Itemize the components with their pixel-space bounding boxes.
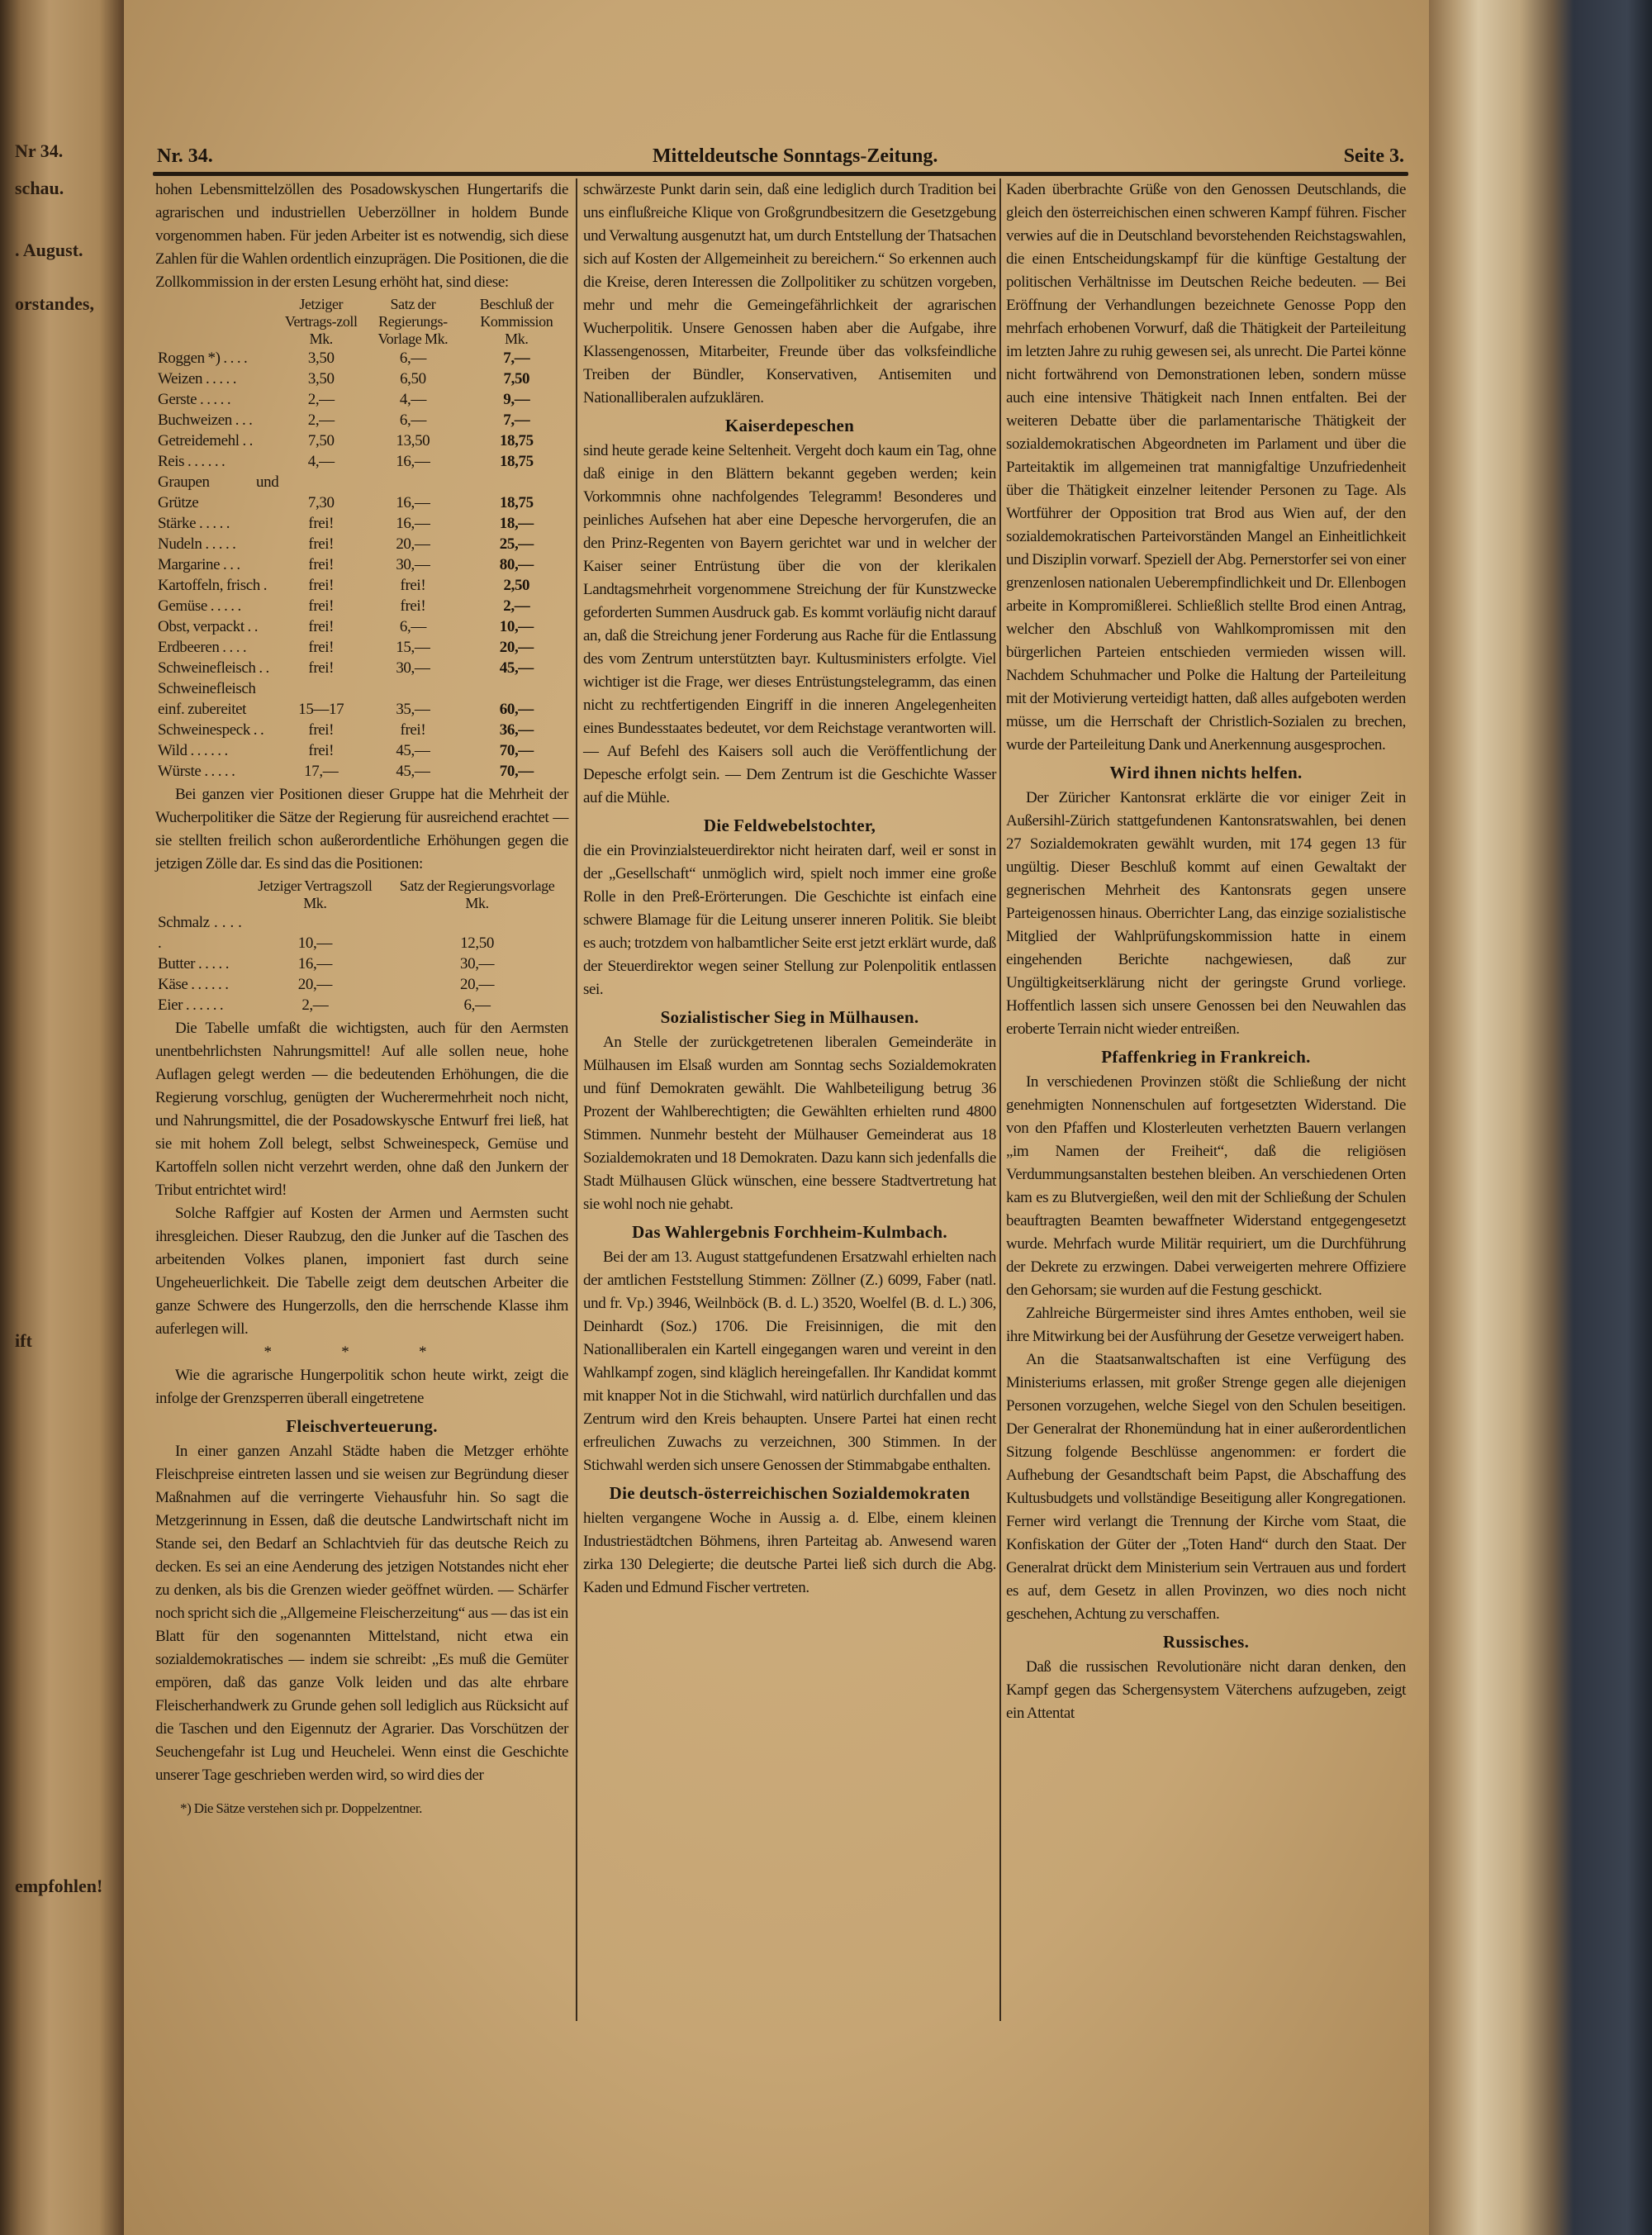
table-row — [155, 369, 568, 389]
table-row — [155, 953, 568, 974]
table-row — [155, 389, 568, 410]
paragraph: Zahlreiche Bürgermeister sind ihres Amtes enthoben, weil sie ihre Mitwirkung bei der Ausführung der Gesetze verweigert haben. — [1006, 1305, 1406, 1345]
page-number: Seite 3. — [1343, 145, 1404, 167]
section-heading: Fleischverteuerung. — [286, 1416, 438, 1436]
paragraph: schwärzeste Punkt darin sein, daß eine lediglich durch Tradition bei uns einflußreiche Klique von Großgrundbesitzern die Gesetzgebung und Verwaltung ausgenutzt hat, um durch Entstellung der Thatsachen sich auf Kosten der Allgemeinheit zu bereichern.“ So erkennen auch die Kreise, deren Interessen die Zollpolitiker zu schützen vorgeben, mehr und mehr die Gemeingefährlichkeit der agrarischen Wucherpolitik. Unsere Genossen haben aber die Aufgabe, ihre Klassengenossen, Mitarbeiter, Freunde über das volksfeindliche Treiben der Bündler, Konservativen, Antisemiten und Nationalliberalen aufzuklären. — [583, 181, 996, 407]
column-2 — [583, 178, 996, 1600]
section-heading: Russisches. — [1162, 1632, 1250, 1652]
item-name: Nudeln . . . . . — [158, 535, 236, 553]
section-heading: Die deutsch-österreichischen Sozialdemokraten — [609, 1483, 971, 1503]
table-row — [155, 740, 568, 761]
table-row — [155, 912, 568, 953]
column-1 — [155, 178, 568, 1820]
section-heading: Sozialistischer Sieg in Mülhausen. — [660, 1007, 919, 1027]
paragraph: Bei ganzen vier Positionen dieser Gruppe hat die Mehrheit der Wucherpolitiker die Sätze der Regierung für ausreichend erachtet — sie stellten freilich schon außerordentliche Erhöhungen gegen die jetzigen Zölle dar. Es sind das die Positionen: — [155, 786, 568, 873]
tariff-value: 80,— — [499, 556, 534, 573]
paragraph: hohen Lebensmittelzöllen des Posadowskyschen Hungertarifs die agrarischen und industriellen Ueberzöllner in holdem Bunde vorgenommen haben. Für jeden Arbeiter ist es notwendig, sich diese Zahlen für die Wahlen ordentlich einzuprägen. Die Positionen, die die Zollkommission in der ersten Lesung erhöht hat, sind diese: — [155, 181, 568, 291]
fragment-text: empfohlen! — [15, 1876, 103, 1896]
item-name: Gerste . . . . . — [158, 391, 231, 408]
tariff-value: frei! — [308, 721, 335, 739]
item-name: Margarine . . . — [158, 556, 240, 573]
table-row — [155, 513, 568, 534]
tariff-value: 9,— — [503, 391, 530, 408]
fragment-text: ift — [15, 1330, 32, 1351]
item-name: Gemüse . . . . . — [158, 597, 241, 615]
item-name: Kartoffeln, frisch . — [158, 577, 268, 594]
tariff-value: 6,50 — [400, 370, 426, 388]
tariff-value: 16,— — [396, 515, 430, 532]
tariff-value: 3,50 — [307, 370, 335, 388]
item-name: Graupen und Grütze — [158, 473, 279, 511]
tariff-value: 7,50 — [503, 370, 530, 388]
item-name: Roggen *) . . . . — [158, 350, 248, 367]
item-name: Stärke . . . . . — [158, 515, 230, 532]
tariff-value: 30,— — [460, 955, 495, 972]
paragraph: Bei der am 13. August stattgefundenen Ersatzwahl erhielten nach der amtlichen Feststellung Stimmen: Zöllner (Z.) 6099, Faber (natl. und fr. Vp.) 3946, Weilnböck (B. d. L.) 3520, Woelfel (B. d. L.) 306, Deinhardt (Soz.) 1706. Die Freisinnigen, die mit den Nationalliberalen ein Kartell eingegangen waren und vereint in den Wahlkampf zogen, sind kläglich hereingefallen. Ihr Kandidat kommt mit knapper Not in die Stichwahl, wird natürlich durchfallen und das Zentrum wird den Kreis behaupten. Unsere Partei hat einen recht erfreulichen Zuwachs zu verzeichnen, 300 Stimmen. In der Stichwahl werden sich unsere Genossen der Stimmabgabe enthalten. — [583, 1248, 996, 1474]
column-header: Beschluß der Kommission Mk. — [479, 296, 553, 347]
tariff-value: 7,— — [503, 350, 530, 367]
item-name: Würste . . . . . — [158, 763, 235, 780]
tariff-value: 13,50 — [396, 432, 430, 449]
table-row — [155, 472, 568, 513]
tariff-value: 20,— — [460, 976, 495, 993]
paragraph: Solche Raffgier auf Kosten der Armen und Aermsten sucht ihresgleichen. Dieser Raubzug, den die Junker auf die Taschen des arbeitenden Volkes planen, imponiert fast durch seine Ungeheuerlichkeit. Die Tabelle zeigt dem deutschen Arbeiter die ganze Schwere des Hungerzolls, den die herrschende Klasse ihm auferlegen will. — [155, 1205, 568, 1338]
tariff-value: 17,— — [304, 763, 339, 780]
tariff-value: 70,— — [499, 742, 534, 759]
column-header: Satz der Regierungsvorlage Mk. — [399, 877, 555, 911]
item-name: Butter . . . . . — [158, 955, 230, 972]
paragraph: Die Tabelle umfaßt die wichtigsten, auch für den Aermsten unentbehrlichsten Nahrungsmittel! Auf alle sollen neue, hohe Auflagen gelegt werden — die bedeutenden Erhöhungen, die die Regierung vorschlug, genügten der Wucherermehrheit noch nicht, und Nahrungsmittel, die der Posadowskysche Entwurf frei ließ, hat sie mit hohem Zoll belegt, selbst Schweinespeck, Gemüse und Kartoffeln sollen nicht verzehrt werden, ohne daß den Junkern der Tribut entrichtet wird! — [155, 1020, 568, 1199]
table-row — [155, 995, 568, 1015]
paragraph: An Stelle der zurückgetretenen liberalen Gemeinderäte in Mülhausen im Elsaß wurden am Sonntag sechs Sozialdemokraten und fünf Demokraten gewählt. Die Wahlbeteiligung betrug 36 Prozent der Wahlberechtigten; die Gewählten erhielten rund 4800 Stimmen. Nunmehr besteht der Mülhauser Gemeinderat aus 18 Sozialdemokraten und 18 Demokraten. Dazu kann sich jedenfalls die Stadt Mülhausen Glück wünschen, eine bessere Stadtvertretung hat sie wohl noch nie gehabt. — [583, 1034, 996, 1213]
tariff-value: 2,— — [301, 996, 329, 1014]
tariff-table — [155, 296, 568, 782]
footnote: *) Die Sätze verstehen sich pr. Doppelzentner. — [180, 1800, 422, 1816]
adjacent-page-fragment — [0, 0, 124, 2235]
book-edge — [1429, 0, 1652, 2235]
newspaper-title: Mitteldeutsche Sonntags-Zeitung. — [653, 145, 938, 167]
column-header — [155, 296, 281, 348]
issue-number: Nr. 34. — [157, 145, 213, 167]
tariff-value: 25,— — [499, 535, 534, 553]
tariff-value: 45,— — [396, 742, 430, 759]
table-row — [155, 596, 568, 616]
tariff-value: frei! — [308, 535, 335, 553]
paragraph: Kaden überbrachte Grüße von den Genossen Deutschlands, die gleich den österreichischen einen schweren Kampf führen. Fischer verwies auf die in Deutschland bevorstehenden Reichstagswahlen, die einen Entscheidungskampf für die künftige Gestaltung der politischen Verhältnisse im Deutschen Reiche bedeuten. — Bei Eröffnung der Verhandlungen bezeichnete Genosse Popp den mehrfach erhobenen Vorwurf, daß die Thätigkeit der Parteileitung im letzten Jahre zu ruhig gewesen sei, als unrecht. Die Partei könne nicht fortwährend von Demonstrationen leben, sondern müsse auch eine intensive Thätigkeit nach Innen entfalten. Bei der weiteren Debatte über die parlamentarische Thätigkeit der sozialdemokratischen Abgeordneten im Parlament und über die Parteitaktik im allgemeinen trat mannigfaltige Unzufriedenheit über die Thätigkeit einzelner leitender Personen zu Tage. Als Wortführer der Opposition trat Brod aus Wien auf, der den sozialdemokratischen Parteivorständen Mangel an Einheitlichkeit und Disziplin vorwarf. Speziell der Abg. Pernerstorfer sei von einer grenzenlosen nationalen Ueberempfindlichkeit und Dr. Ellenbogen arbeite in Kompromißlerei. Schließlich stellte Brod einen Antrag, welcher den Abschluß von Wahlkompromissen mit den bürgerlichen Parteien entschieden vermieden wissen will. Nachdem Schuhmacher und Polke die Haltung der Parteileitung mit der Motivierung verteidigt hatten, daß alles aufgeboten werden müsse, um die Herrschaft der Christlich-Sozialen zu brechen, wurde der Parteileitung Dank und Anerkennung ausgesprochen. — [1006, 181, 1406, 754]
tariff-value: frei! — [400, 597, 426, 615]
item-name: Obst, verpackt . . — [158, 618, 259, 635]
section-heading: Die Feldwebelstochter, — [703, 816, 876, 835]
paragraph: Der Züricher Kantonsrat erklärte die vor einiger Zeit in Außersihl-Zürich stattgefundenen Kantonsratswahlen, bei denen 27 Sozialdemokraten gewählt wurden, mit 174 gegen 13 für ungültig. Dieser Beschluß kommt auf einen Gewaltakt der gegnerischen Mehrheit des Kantonsrats gegen unsere Parteigenossen hinaus. Oberrichter Lang, das einzige sozialistische Mitglied der Wahlprüfungskommission hatte in einem eingehenden Berichte nachgewiesen, daß zur Ungültigkeitserklärung nicht der geringste Grund vorliege. Hoffentlich lassen sich unsere Genossen bei den Neuwahlen das eroberte Terrain nicht wieder entreißen. — [1006, 789, 1406, 1038]
paragraph: In verschiedenen Provinzen stößt die Schließung der nicht genehmigten Nonnenschulen auf fortgesetzten Widerstand. Die von den Pfaffen und Klosterleuten verhetzten Bauern verlangen „im Namen der Freiheit“, daß die religiösen Verdummungsanstalten bestehen bleiben. An verschiedenen Orten kam es zu Blutvergießen, weil den mit der Schließung der Schulen beauftragten Beamten bewaffneter Widerstand entgegengesetzt wurde. Mehrfach wurde Militär requiriert, um die Durchführung der Dekrete zu erzwingen. Dabei verweigerten mehrere Offiziere den Gehorsam; sie wurden auf die Festung geschickt. — [1006, 1073, 1406, 1299]
section-separator: * * * — [263, 1343, 460, 1361]
column-divider — [999, 178, 1001, 2021]
header-rule — [153, 172, 1408, 176]
fragment-text: schau. — [15, 178, 64, 198]
tariff-value: frei! — [308, 515, 335, 532]
tariff-table — [155, 877, 568, 1015]
tariff-value: 45,— — [499, 659, 534, 677]
tariff-value: 30,— — [396, 659, 430, 677]
table-row — [155, 678, 568, 720]
item-name: Schmalz . . . . . — [158, 914, 242, 952]
table-row — [155, 410, 568, 430]
tariff-value: 6,— — [399, 350, 426, 367]
table-row — [155, 554, 568, 575]
tariff-value: frei! — [308, 556, 335, 573]
tariff-value: 2,50 — [503, 577, 530, 594]
tariff-value: 2,— — [307, 391, 335, 408]
fragment-text: Nr 34. — [15, 140, 64, 161]
column-header: Satz der Regierungs-Vorlage Mk. — [377, 296, 449, 347]
item-name: Getreidemehl . . — [158, 432, 253, 449]
tariff-value: 2,— — [307, 411, 335, 429]
paragraph: In einer ganzen Anzahl Städte haben die Metzger erhöhte Fleischpreise eintreten lassen und sie weisen zur Begründung dieser Maßnahmen auf die verringerte Viehausfuhr hin. So sagt die Metzgerinnung in Essen, daß die deutsche Landwirtschaft nicht im Stande sei, den Bedarf an Schlachtvieh für das deutsche Reich zu decken. Es sei an eine Aenderung des jetzigen Notstandes nicht eher zu denken, als bis die Grenzen wieder geöffnet würden. — Schärfer noch spricht sich die „Allgemeine Fleischerzeitung“ aus — das ist ein Blatt für den sogenannten Mittelstand, nicht etwa ein sozialdemokratisches — indem sie schreibt: „Es muß die Gemüter empören, daß das ganze Volk leiden und das alte ehrbare Fleischerhandwerk zu Grunde gehen soll lediglich aus Rücksicht auf die Taschen und den Eigennutz der Agrarier. Das Vorschützen der Seuchengefahr ist Lug und Heuchelei. Wenn einst die Geschichte unserer Tage geschrieben werden wird, so wird dies der — [155, 1443, 568, 1784]
section-heading: Das Wahlergebnis Forchheim-Kulmbach. — [632, 1222, 947, 1242]
table-row — [155, 575, 568, 596]
tariff-value: 30,— — [396, 556, 430, 573]
section-heading: Pfaffenkrieg in Frankreich. — [1101, 1047, 1311, 1067]
tariff-value: frei! — [308, 639, 335, 656]
item-name: Weizen . . . . . — [158, 370, 237, 388]
tariff-value: 18,75 — [499, 453, 534, 470]
item-name: Erdbeeren . . . . — [158, 639, 247, 656]
item-name: Wild . . . . . . — [158, 742, 228, 759]
tariff-value: frei! — [308, 618, 335, 635]
paragraph: die ein Provinzialsteuerdirektor nicht heiraten darf, weil er sonst in der „Gesellschaft“ unmöglich wird, spielt noch immer eine große Rolle in den Preß-Erörterungen. Die Geschichte ist einfach eine schwere Blamage für die Leitung unserer inneren Politik. Sie bleibt es auch; trotzdem von halbamtlicher Seite erst jetzt erklärt wurde, daß der Steuerdirektor wegen seiner Stellung zur Polenpolitik entlassen sei. — [583, 842, 996, 998]
table-row — [155, 348, 568, 369]
tariff-value: frei! — [308, 742, 335, 759]
tariff-value: 10,— — [297, 934, 332, 952]
table-row — [155, 430, 568, 451]
column-header — [155, 877, 244, 912]
table-row — [155, 637, 568, 658]
column-divider — [576, 178, 577, 2021]
tariff-value: 6,— — [399, 618, 426, 635]
tariff-value: 2,— — [503, 597, 530, 615]
item-name: Käse . . . . . . — [158, 976, 229, 993]
tariff-value: 20,— — [297, 976, 332, 993]
tariff-value: 6,— — [399, 411, 426, 429]
page-header — [157, 145, 1404, 170]
tariff-value: frei! — [400, 577, 426, 594]
tariff-value: 4,— — [307, 453, 335, 470]
tariff-value: 45,— — [396, 763, 430, 780]
item-name: Eier . . . . . . — [158, 996, 224, 1014]
tariff-value: 7,— — [503, 411, 530, 429]
tariff-value: frei! — [400, 721, 426, 739]
paragraph: sind heute gerade keine Seltenheit. Vergeht doch kaum ein Tag, ohne daß einige in den Blättern bekannt gegeben werden; kein Vorkommnis ohne nachfolgendes Telegramm! Besonderes und peinliches Aufsehen hat aber eine Depesche hervorgerufen, die an den Prinz-Regenten von Bayern gerichtet war und in welcher der Kaiser seiner Entrüstung über die von der klerikalen Landtagsmehrheit vorgenommene Streichung der für Kunstzwecke geforderten Summen Ausdruck gab. Es kommt vorläufig nicht darauf an, daß die Streichung jener Forderung aus Rache für die Entlassung des vom Zentrum unterstützten bayr. Kultusministers erfolgte. Viel wichtiger ist die Frage, wer dieses Entrüstungstelegramm, das einen nicht zu rechtfertigenden Eingriff in die inneren Angelegenheiten eines Bundesstaates bedeutet, vor dem Reichstage verantworten will. — Auf Befehl des Kaisers soll auch die Veröffentlichung der Depesche erfolgt sein. — Dem Zentrum ist die Geschichte Wasser auf die Mühle. — [583, 442, 996, 806]
tariff-value: 70,— — [499, 763, 534, 780]
tariff-value: 16,— — [297, 955, 332, 972]
table-row — [155, 616, 568, 637]
tariff-value: 6,— — [463, 996, 491, 1014]
paragraph: An die Staatsanwaltschaften ist eine Verfügung des Ministeriums erlassen, mit großer Strenge gegen alle diejenigen Personen vorzugehen, welche Siegel von den Schulen beseitigen. Der Generalrat der Rhonemündung hat in einer außerordentlichen Sitzung folgende Beschlüsse angenommen: er fordert die Aufhebung der Gesandtschaft beim Papst, die Abschaffung des Kultusbudgets und vollständige Beseitigung aller Kongregationen. Ferner wird verlangt die Trennung der Kirche vom Staat, die Konfiskation der Güter der „Toten Hand“ durch den Staat. Der Generalrat drückt dem Ministerium sein Vertrauen aus und fordert es auf, dem Gesetz in allen Provinzen, wo dies noch nicht geschehen, Achtung zu verschaffen. — [1006, 1351, 1406, 1623]
tariff-value: 35,— — [396, 701, 430, 718]
table-row — [155, 974, 568, 995]
tariff-value: 16,— — [396, 453, 430, 470]
table-row — [155, 451, 568, 472]
column-header: Jetziger Vertrags-zoll Mk. — [284, 296, 358, 347]
paragraph: Daß die russischen Revolutionäre nicht daran denken, den Kampf gegen das Schergensystem Väterchens aufzugeben, zeigt ein Attentat — [1006, 1658, 1406, 1722]
tariff-value: 12,50 — [460, 934, 494, 952]
tariff-value: 18,75 — [499, 494, 534, 511]
tariff-value: 7,30 — [307, 494, 335, 511]
tariff-value: 4,— — [399, 391, 426, 408]
table-row — [155, 534, 568, 554]
fragment-text: orstandes, — [15, 293, 94, 314]
column-3 — [1006, 178, 1406, 1725]
tariff-value: 60,— — [499, 701, 534, 718]
item-name: Buchweizen . . . — [158, 411, 253, 429]
tariff-value: 15—17 — [298, 701, 344, 718]
item-name: Schweinefleisch . . — [158, 659, 269, 677]
table-row — [155, 761, 568, 782]
tariff-value: 10,— — [499, 618, 534, 635]
paragraph: Wie die agrarische Hungerpolitik schon heute wirkt, zeigt die infolge der Grenzsperren überall eingetretene — [155, 1367, 568, 1407]
tariff-value: frei! — [308, 659, 335, 677]
tariff-value: 36,— — [499, 721, 534, 739]
item-name: Schweinespeck . . — [158, 721, 264, 739]
section-heading: Wird ihnen nichts helfen. — [1109, 763, 1303, 782]
item-name: Schweinefleisch einf. zubereitet — [158, 680, 256, 718]
tariff-value: 15,— — [396, 639, 430, 656]
column-header: Jetziger Vertragszoll Mk. — [258, 877, 373, 911]
tariff-value: 7,50 — [307, 432, 335, 449]
tariff-value: 3,50 — [307, 350, 335, 367]
tariff-value: 18,— — [499, 515, 534, 532]
tariff-value: 18,75 — [499, 432, 534, 449]
fragment-text: . August. — [15, 240, 83, 260]
table-row — [155, 720, 568, 740]
item-name: Reis . . . . . . — [158, 453, 225, 470]
paragraph: hielten vergangene Woche in Aussig a. d. Elbe, einem kleinen Industriestädtchen Böhmens, ihren Parteitag ab. Anwesend waren zirka 130 Delegierte; die deutsche Partei ließ sich durch die Abg. Kaden und Edmund Fischer vertreten. — [583, 1510, 996, 1596]
section-heading: Kaiserdepeschen — [724, 416, 855, 435]
tariff-value: frei! — [308, 577, 335, 594]
table-row — [155, 658, 568, 678]
tariff-value: 20,— — [499, 639, 534, 656]
tariff-value: 20,— — [396, 535, 430, 553]
tariff-value: 16,— — [396, 494, 430, 511]
tariff-value: frei! — [308, 597, 335, 615]
